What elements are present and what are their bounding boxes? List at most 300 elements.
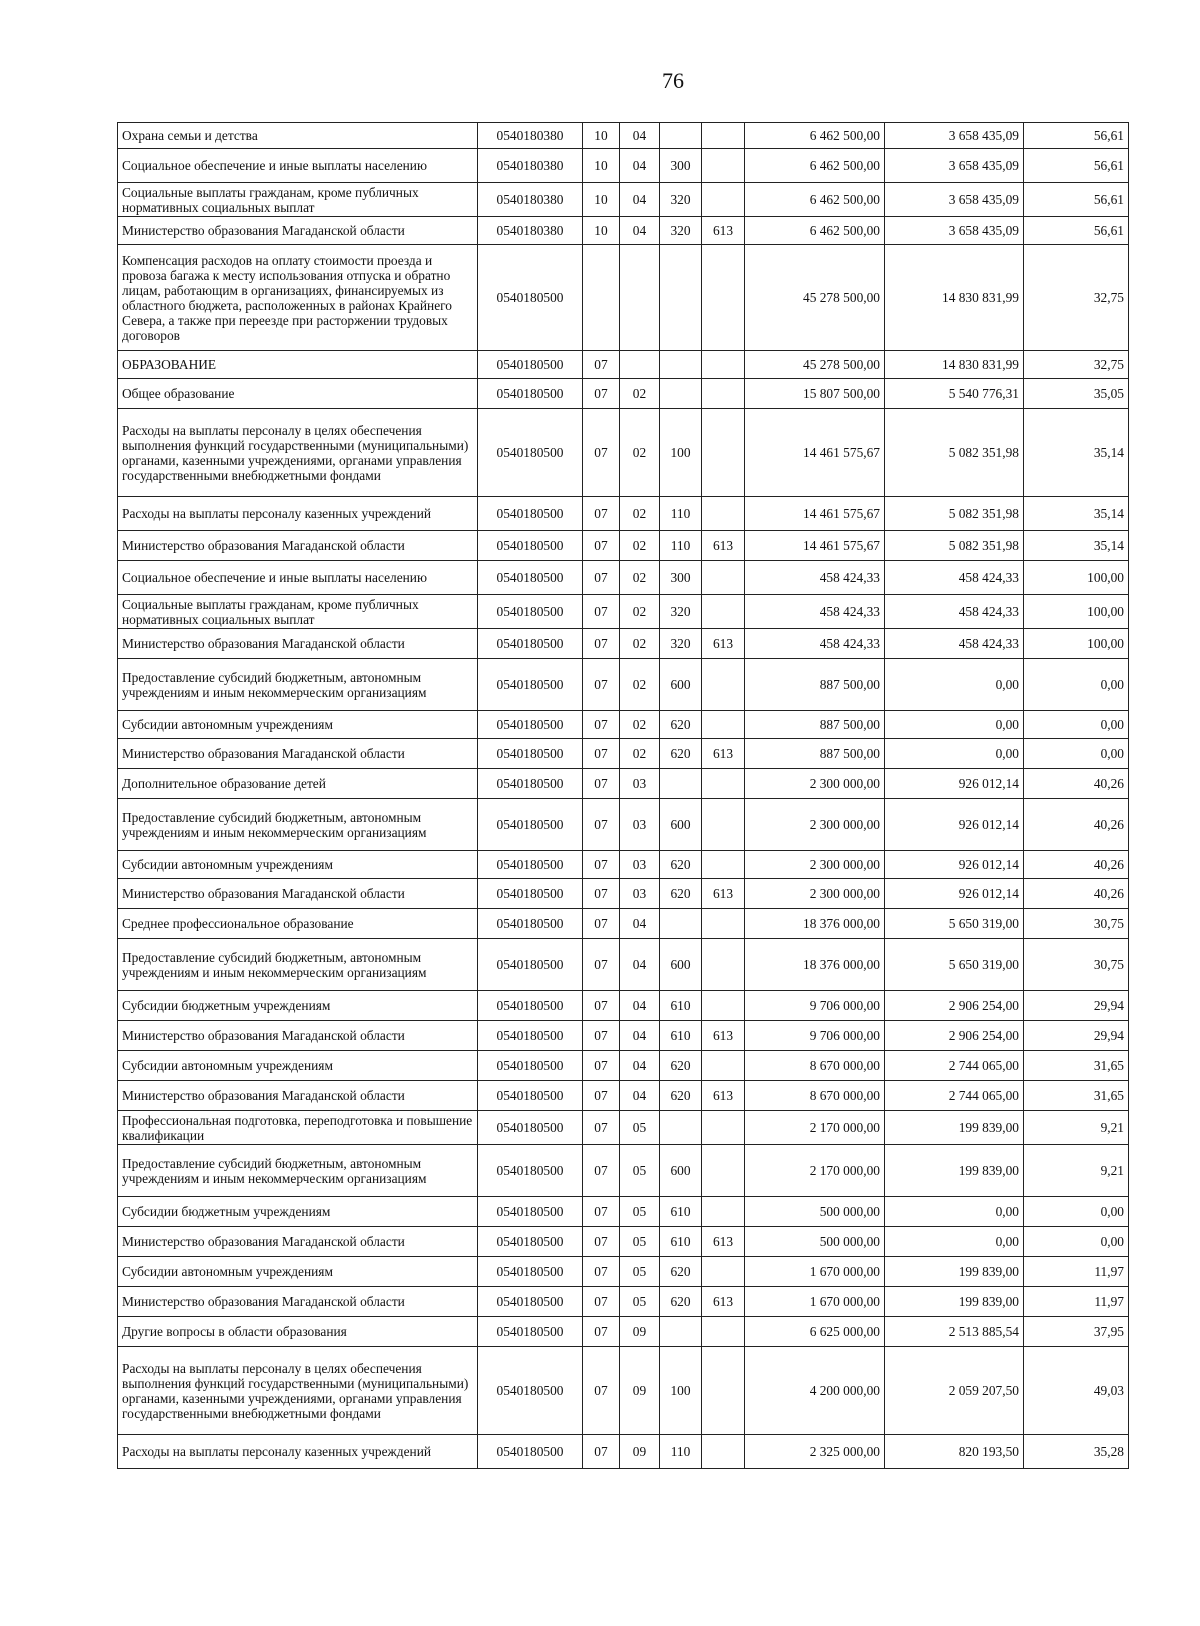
cell-name: Министерство образования Магаданской области [118, 1081, 478, 1111]
cell-subsection: 02 [620, 629, 660, 659]
table-row [118, 1111, 1129, 1145]
table-row [118, 879, 1129, 909]
table-row [118, 1197, 1129, 1227]
cell-subsection: 03 [620, 851, 660, 879]
cell-execution-percent: 0,00 [1024, 659, 1129, 711]
table-body [118, 123, 1129, 1469]
cell-name: ОБРАЗОВАНИЕ [118, 351, 478, 379]
cell-section: 07 [583, 799, 620, 851]
table-row [118, 799, 1129, 851]
page-number: 76 [662, 68, 684, 93]
cell-administrator: 613 [702, 1287, 745, 1317]
cell-expense-type: 620 [660, 1081, 702, 1111]
cell-execution-percent: 35,28 [1024, 1435, 1129, 1469]
cell-expense-type: 620 [660, 739, 702, 769]
cell-name: Субсидии автономным учреждениям [118, 1051, 478, 1081]
cell-actual-amount: 5 650 319,00 [885, 909, 1024, 939]
cell-expense-type [660, 379, 702, 409]
cell-subsection: 05 [620, 1111, 660, 1145]
cell-plan-amount: 4 200 000,00 [745, 1347, 885, 1435]
cell-plan-amount: 1 670 000,00 [745, 1287, 885, 1317]
cell-name: Социальное обеспечение и иные выплаты населению [118, 149, 478, 183]
cell-plan-amount: 6 462 500,00 [745, 183, 885, 217]
cell-name: Министерство образования Магаданской области [118, 879, 478, 909]
cell-target-code: 0540180500 [478, 629, 583, 659]
cell-subsection: 05 [620, 1257, 660, 1287]
cell-name: Предоставление субсидий бюджетным, автономным учреждениям и иным некоммерческим организациям [118, 659, 478, 711]
cell-execution-percent: 11,97 [1024, 1287, 1129, 1317]
cell-expense-type: 620 [660, 879, 702, 909]
cell-target-code: 0540180500 [478, 1021, 583, 1051]
cell-section: 07 [583, 1051, 620, 1081]
cell-section: 07 [583, 1145, 620, 1197]
cell-administrator [702, 1197, 745, 1227]
cell-execution-percent: 35,14 [1024, 497, 1129, 531]
table-row [118, 351, 1129, 379]
cell-execution-percent: 0,00 [1024, 711, 1129, 739]
cell-subsection [620, 351, 660, 379]
cell-subsection: 02 [620, 409, 660, 497]
cell-section: 07 [583, 739, 620, 769]
cell-subsection: 05 [620, 1197, 660, 1227]
cell-subsection: 03 [620, 799, 660, 851]
cell-actual-amount: 5 082 351,98 [885, 497, 1024, 531]
cell-plan-amount: 9 706 000,00 [745, 1021, 885, 1051]
cell-name: Предоставление субсидий бюджетным, автономным учреждениям и иным некоммерческим организациям [118, 1145, 478, 1197]
cell-subsection: 02 [620, 379, 660, 409]
cell-name: Министерство образования Магаданской области [118, 1287, 478, 1317]
cell-administrator [702, 1347, 745, 1435]
cell-section: 07 [583, 1287, 620, 1317]
cell-expense-type: 320 [660, 217, 702, 245]
cell-actual-amount: 0,00 [885, 1227, 1024, 1257]
table-row [118, 245, 1129, 351]
cell-plan-amount: 45 278 500,00 [745, 245, 885, 351]
cell-section: 07 [583, 769, 620, 799]
cell-actual-amount: 458 424,33 [885, 595, 1024, 629]
cell-name: Расходы на выплаты персоналу казенных учреждений [118, 497, 478, 531]
cell-name: Министерство образования Магаданской области [118, 531, 478, 561]
cell-name: Среднее профессиональное образование [118, 909, 478, 939]
cell-plan-amount: 45 278 500,00 [745, 351, 885, 379]
cell-subsection: 02 [620, 659, 660, 711]
cell-name: Субсидии автономным учреждениям [118, 1257, 478, 1287]
cell-expense-type: 100 [660, 409, 702, 497]
cell-execution-percent: 29,94 [1024, 1021, 1129, 1051]
cell-actual-amount: 5 540 776,31 [885, 379, 1024, 409]
cell-execution-percent: 30,75 [1024, 939, 1129, 991]
cell-section: 07 [583, 531, 620, 561]
table-row [118, 1287, 1129, 1317]
cell-expense-type: 110 [660, 1435, 702, 1469]
cell-administrator [702, 711, 745, 739]
cell-subsection: 04 [620, 991, 660, 1021]
table-row [118, 531, 1129, 561]
cell-actual-amount: 199 839,00 [885, 1287, 1024, 1317]
cell-expense-type: 620 [660, 711, 702, 739]
cell-actual-amount: 14 830 831,99 [885, 351, 1024, 379]
cell-execution-percent: 100,00 [1024, 629, 1129, 659]
cell-execution-percent: 37,95 [1024, 1317, 1129, 1347]
cell-subsection: 02 [620, 497, 660, 531]
cell-execution-percent: 35,14 [1024, 531, 1129, 561]
cell-expense-type: 300 [660, 149, 702, 183]
cell-expense-type: 620 [660, 1051, 702, 1081]
table-row [118, 149, 1129, 183]
cell-section: 07 [583, 909, 620, 939]
cell-execution-percent: 9,21 [1024, 1111, 1129, 1145]
cell-administrator [702, 497, 745, 531]
cell-plan-amount: 6 625 000,00 [745, 1317, 885, 1347]
cell-plan-amount: 2 300 000,00 [745, 769, 885, 799]
cell-actual-amount: 3 658 435,09 [885, 183, 1024, 217]
cell-section: 07 [583, 851, 620, 879]
cell-expense-type [660, 1111, 702, 1145]
cell-target-code: 0540180500 [478, 351, 583, 379]
cell-plan-amount: 14 461 575,67 [745, 531, 885, 561]
cell-name: Предоставление субсидий бюджетным, автономным учреждениям и иным некоммерческим организациям [118, 939, 478, 991]
cell-target-code: 0540180380 [478, 149, 583, 183]
cell-expense-type: 610 [660, 1021, 702, 1051]
cell-subsection: 04 [620, 1021, 660, 1051]
cell-section: 07 [583, 711, 620, 739]
cell-plan-amount: 458 424,33 [745, 561, 885, 595]
cell-section: 07 [583, 659, 620, 711]
cell-name: Расходы на выплаты персоналу в целях обеспечения выполнения функций государственными (муниципальными) органами, казенными учреждениями, органами управления государственными внебюджетными фондами [118, 1347, 478, 1435]
cell-target-code: 0540180500 [478, 1347, 583, 1435]
cell-administrator [702, 991, 745, 1021]
cell-section: 07 [583, 1081, 620, 1111]
cell-section: 10 [583, 183, 620, 217]
cell-section: 07 [583, 1435, 620, 1469]
cell-target-code: 0540180500 [478, 909, 583, 939]
cell-plan-amount: 1 670 000,00 [745, 1257, 885, 1287]
cell-administrator [702, 409, 745, 497]
cell-administrator [702, 851, 745, 879]
table-row [118, 409, 1129, 497]
cell-execution-percent: 40,26 [1024, 799, 1129, 851]
cell-section: 07 [583, 1347, 620, 1435]
cell-execution-percent: 11,97 [1024, 1257, 1129, 1287]
cell-administrator [702, 351, 745, 379]
cell-plan-amount: 458 424,33 [745, 595, 885, 629]
cell-administrator [702, 1435, 745, 1469]
cell-subsection: 03 [620, 769, 660, 799]
cell-plan-amount: 14 461 575,67 [745, 497, 885, 531]
cell-administrator [702, 561, 745, 595]
cell-execution-percent: 29,94 [1024, 991, 1129, 1021]
cell-target-code: 0540180500 [478, 799, 583, 851]
cell-subsection: 02 [620, 595, 660, 629]
cell-section: 07 [583, 561, 620, 595]
cell-execution-percent: 56,61 [1024, 217, 1129, 245]
table-row [118, 739, 1129, 769]
cell-expense-type: 300 [660, 561, 702, 595]
cell-actual-amount: 2 906 254,00 [885, 1021, 1024, 1051]
cell-expense-type: 320 [660, 183, 702, 217]
cell-target-code: 0540180500 [478, 245, 583, 351]
cell-actual-amount: 926 012,14 [885, 799, 1024, 851]
cell-subsection: 04 [620, 939, 660, 991]
cell-plan-amount: 15 807 500,00 [745, 379, 885, 409]
cell-target-code: 0540180380 [478, 183, 583, 217]
cell-expense-type: 620 [660, 1257, 702, 1287]
cell-subsection: 05 [620, 1287, 660, 1317]
cell-target-code: 0540180500 [478, 1257, 583, 1287]
cell-subsection: 04 [620, 1081, 660, 1111]
cell-name: Министерство образования Магаданской области [118, 1227, 478, 1257]
cell-plan-amount: 2 170 000,00 [745, 1145, 885, 1197]
cell-expense-type [660, 1317, 702, 1347]
cell-execution-percent: 40,26 [1024, 851, 1129, 879]
cell-section: 07 [583, 379, 620, 409]
cell-actual-amount: 3 658 435,09 [885, 217, 1024, 245]
cell-section: 07 [583, 1021, 620, 1051]
cell-actual-amount: 3 658 435,09 [885, 149, 1024, 183]
cell-subsection: 02 [620, 561, 660, 595]
cell-target-code: 0540180500 [478, 409, 583, 497]
cell-target-code: 0540180500 [478, 1317, 583, 1347]
cell-plan-amount: 2 300 000,00 [745, 799, 885, 851]
cell-actual-amount: 0,00 [885, 711, 1024, 739]
cell-expense-type: 320 [660, 595, 702, 629]
cell-administrator: 613 [702, 531, 745, 561]
cell-plan-amount: 887 500,00 [745, 711, 885, 739]
cell-expense-type: 610 [660, 991, 702, 1021]
cell-section: 07 [583, 1227, 620, 1257]
cell-plan-amount: 2 325 000,00 [745, 1435, 885, 1469]
cell-name: Расходы на выплаты персоналу казенных учреждений [118, 1435, 478, 1469]
cell-target-code: 0540180500 [478, 1111, 583, 1145]
cell-administrator: 613 [702, 1021, 745, 1051]
cell-subsection: 02 [620, 739, 660, 769]
cell-actual-amount: 926 012,14 [885, 879, 1024, 909]
cell-name: Расходы на выплаты персоналу в целях обеспечения выполнения функций государственными (муниципальными) органами, казенными учреждениями, органами управления государственными внебюджетными фондами [118, 409, 478, 497]
cell-plan-amount: 887 500,00 [745, 739, 885, 769]
cell-actual-amount: 0,00 [885, 659, 1024, 711]
cell-target-code: 0540180500 [478, 851, 583, 879]
cell-plan-amount: 8 670 000,00 [745, 1081, 885, 1111]
cell-plan-amount: 8 670 000,00 [745, 1051, 885, 1081]
cell-subsection: 04 [620, 123, 660, 149]
cell-target-code: 0540180500 [478, 561, 583, 595]
cell-administrator [702, 909, 745, 939]
cell-section: 07 [583, 351, 620, 379]
table-row [118, 769, 1129, 799]
cell-name: Общее образование [118, 379, 478, 409]
cell-target-code: 0540180500 [478, 531, 583, 561]
cell-subsection: 09 [620, 1435, 660, 1469]
cell-section: 07 [583, 879, 620, 909]
cell-name: Социальные выплаты гражданам, кроме публичных нормативных социальных выплат [118, 183, 478, 217]
cell-subsection: 09 [620, 1317, 660, 1347]
cell-section: 07 [583, 629, 620, 659]
cell-plan-amount: 6 462 500,00 [745, 149, 885, 183]
table-row [118, 183, 1129, 217]
cell-plan-amount: 6 462 500,00 [745, 123, 885, 149]
cell-administrator: 613 [702, 217, 745, 245]
table-row [118, 123, 1129, 149]
cell-actual-amount: 2 744 065,00 [885, 1051, 1024, 1081]
cell-actual-amount: 0,00 [885, 739, 1024, 769]
cell-target-code: 0540180500 [478, 1145, 583, 1197]
cell-execution-percent: 35,05 [1024, 379, 1129, 409]
cell-target-code: 0540180500 [478, 1081, 583, 1111]
cell-plan-amount: 887 500,00 [745, 659, 885, 711]
cell-target-code: 0540180380 [478, 123, 583, 149]
cell-administrator [702, 149, 745, 183]
cell-expense-type: 320 [660, 629, 702, 659]
table-row [118, 595, 1129, 629]
cell-execution-percent: 32,75 [1024, 245, 1129, 351]
table-row [118, 1145, 1129, 1197]
cell-administrator [702, 769, 745, 799]
table-row [118, 1317, 1129, 1347]
cell-section: 10 [583, 123, 620, 149]
cell-name: Субсидии бюджетным учреждениям [118, 991, 478, 1021]
cell-target-code: 0540180500 [478, 595, 583, 629]
cell-subsection: 04 [620, 183, 660, 217]
cell-administrator [702, 183, 745, 217]
cell-administrator [702, 1051, 745, 1081]
cell-target-code: 0540180380 [478, 217, 583, 245]
cell-expense-type [660, 245, 702, 351]
cell-target-code: 0540180500 [478, 379, 583, 409]
table-row [118, 659, 1129, 711]
cell-actual-amount: 5 082 351,98 [885, 409, 1024, 497]
cell-administrator [702, 659, 745, 711]
cell-name: Министерство образования Магаданской области [118, 1021, 478, 1051]
cell-actual-amount: 3 658 435,09 [885, 123, 1024, 149]
cell-expense-type: 100 [660, 1347, 702, 1435]
cell-expense-type: 610 [660, 1197, 702, 1227]
table-row [118, 711, 1129, 739]
cell-expense-type: 110 [660, 497, 702, 531]
cell-target-code: 0540180500 [478, 739, 583, 769]
cell-administrator [702, 1145, 745, 1197]
cell-actual-amount: 926 012,14 [885, 769, 1024, 799]
cell-subsection: 04 [620, 1051, 660, 1081]
cell-target-code: 0540180500 [478, 939, 583, 991]
cell-actual-amount: 926 012,14 [885, 851, 1024, 879]
table-row [118, 379, 1129, 409]
cell-execution-percent: 49,03 [1024, 1347, 1129, 1435]
cell-expense-type: 600 [660, 939, 702, 991]
cell-actual-amount: 0,00 [885, 1197, 1024, 1227]
cell-plan-amount: 2 300 000,00 [745, 851, 885, 879]
cell-name: Субсидии бюджетным учреждениям [118, 1197, 478, 1227]
cell-administrator: 613 [702, 1081, 745, 1111]
cell-administrator [702, 595, 745, 629]
table-row [118, 629, 1129, 659]
cell-name: Министерство образования Магаданской области [118, 629, 478, 659]
table-row [118, 1081, 1129, 1111]
table-row [118, 991, 1129, 1021]
cell-expense-type: 600 [660, 799, 702, 851]
cell-subsection: 03 [620, 879, 660, 909]
table-row [118, 909, 1129, 939]
cell-plan-amount: 500 000,00 [745, 1197, 885, 1227]
cell-section: 07 [583, 1111, 620, 1145]
cell-expense-type: 620 [660, 851, 702, 879]
cell-subsection: 04 [620, 909, 660, 939]
table-row [118, 1021, 1129, 1051]
table-row [118, 1435, 1129, 1469]
cell-name: Другие вопросы в области образования [118, 1317, 478, 1347]
cell-expense-type: 600 [660, 659, 702, 711]
cell-section [583, 245, 620, 351]
cell-plan-amount: 9 706 000,00 [745, 991, 885, 1021]
cell-actual-amount: 199 839,00 [885, 1257, 1024, 1287]
cell-execution-percent: 56,61 [1024, 183, 1129, 217]
cell-execution-percent: 56,61 [1024, 123, 1129, 149]
cell-section: 07 [583, 1197, 620, 1227]
cell-execution-percent: 100,00 [1024, 561, 1129, 595]
cell-name: Субсидии автономным учреждениям [118, 851, 478, 879]
cell-administrator: 613 [702, 629, 745, 659]
cell-section: 07 [583, 1317, 620, 1347]
cell-administrator: 613 [702, 879, 745, 909]
cell-execution-percent: 0,00 [1024, 1227, 1129, 1257]
cell-plan-amount: 458 424,33 [745, 629, 885, 659]
cell-section: 10 [583, 149, 620, 183]
table-row [118, 217, 1129, 245]
cell-actual-amount: 199 839,00 [885, 1145, 1024, 1197]
cell-execution-percent: 56,61 [1024, 149, 1129, 183]
cell-expense-type: 620 [660, 1287, 702, 1317]
cell-target-code: 0540180500 [478, 1227, 583, 1257]
cell-expense-type [660, 351, 702, 379]
cell-target-code: 0540180500 [478, 1435, 583, 1469]
cell-plan-amount: 2 170 000,00 [745, 1111, 885, 1145]
cell-target-code: 0540180500 [478, 1287, 583, 1317]
cell-execution-percent: 31,65 [1024, 1081, 1129, 1111]
cell-execution-percent: 31,65 [1024, 1051, 1129, 1081]
cell-administrator [702, 1111, 745, 1145]
cell-subsection: 05 [620, 1227, 660, 1257]
cell-execution-percent: 40,26 [1024, 879, 1129, 909]
cell-plan-amount: 500 000,00 [745, 1227, 885, 1257]
cell-administrator [702, 123, 745, 149]
cell-actual-amount: 2 744 065,00 [885, 1081, 1024, 1111]
table-row [118, 851, 1129, 879]
cell-name: Предоставление субсидий бюджетным, автономным учреждениям и иным некоммерческим организациям [118, 799, 478, 851]
cell-administrator: 613 [702, 1227, 745, 1257]
cell-section: 07 [583, 409, 620, 497]
cell-name: Министерство образования Магаданской области [118, 217, 478, 245]
cell-section: 07 [583, 595, 620, 629]
cell-target-code: 0540180500 [478, 879, 583, 909]
cell-expense-type: 610 [660, 1227, 702, 1257]
cell-name: Профессиональная подготовка, переподготовка и повышение квалификации [118, 1111, 478, 1145]
cell-actual-amount: 2 906 254,00 [885, 991, 1024, 1021]
cell-subsection: 05 [620, 1145, 660, 1197]
cell-section: 07 [583, 1257, 620, 1287]
cell-administrator [702, 939, 745, 991]
table-row [118, 561, 1129, 595]
cell-expense-type [660, 909, 702, 939]
table-row [118, 1227, 1129, 1257]
cell-subsection [620, 245, 660, 351]
cell-name: Министерство образования Магаданской области [118, 739, 478, 769]
cell-actual-amount: 14 830 831,99 [885, 245, 1024, 351]
cell-target-code: 0540180500 [478, 991, 583, 1021]
cell-execution-percent: 35,14 [1024, 409, 1129, 497]
cell-section: 10 [583, 217, 620, 245]
cell-execution-percent: 0,00 [1024, 739, 1129, 769]
cell-execution-percent: 100,00 [1024, 595, 1129, 629]
cell-actual-amount: 2 059 207,50 [885, 1347, 1024, 1435]
